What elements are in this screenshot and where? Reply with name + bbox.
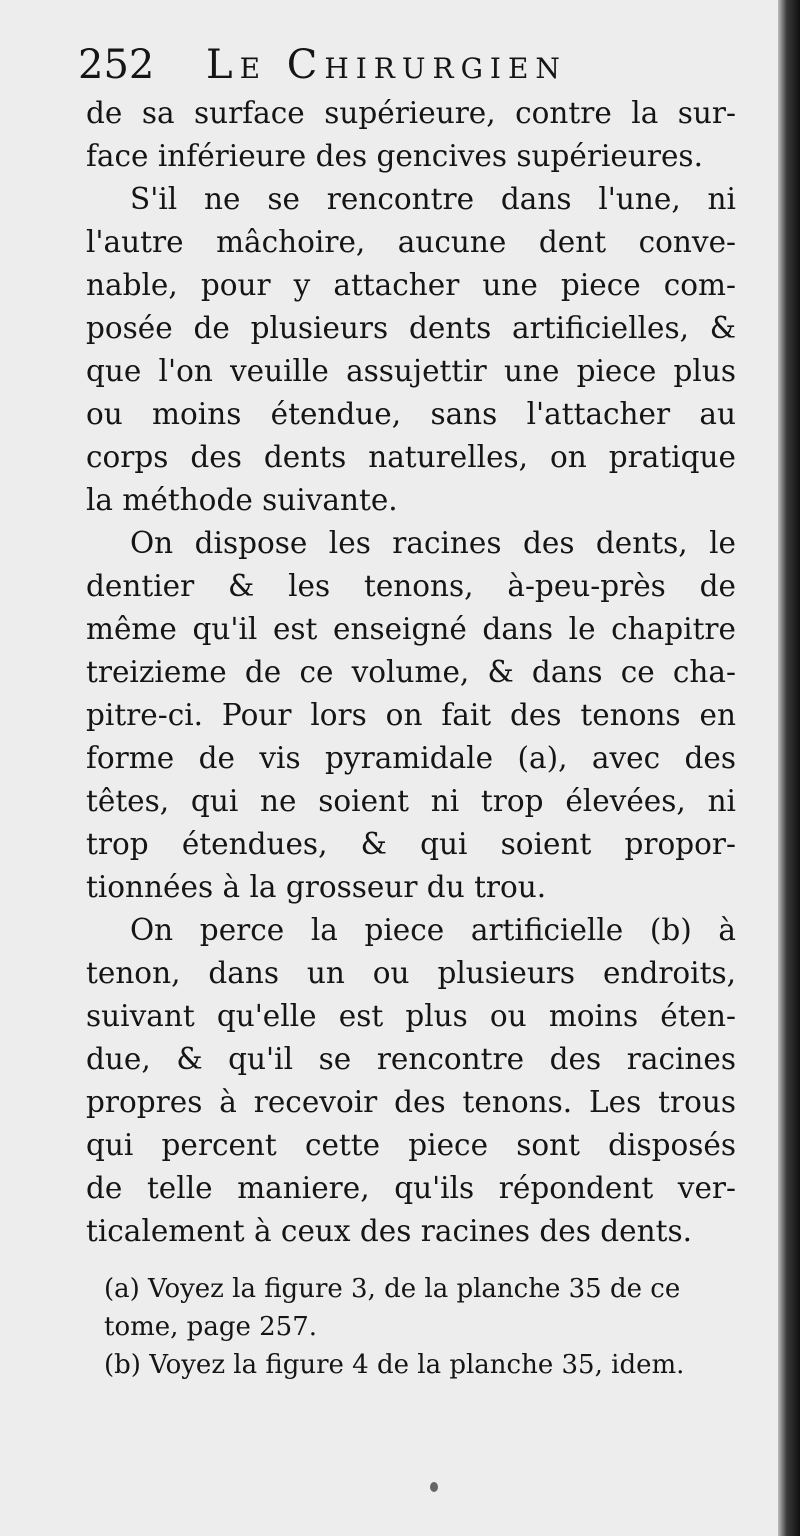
text-line: de telle maniere, qu'ils répondent ver- bbox=[86, 1171, 736, 1205]
page-number: 252 bbox=[78, 42, 155, 88]
text-line: qui percent cette piece sont disposés bbox=[86, 1128, 736, 1162]
footnote-a-continued: tome, page 257. bbox=[104, 1312, 318, 1342]
text-line: de sa surface supérieure, contre la sur- bbox=[86, 96, 736, 130]
text-line: forme de vis pyramidale (a), avec des bbox=[86, 741, 736, 775]
footnote-b: (b) Voyez la figure 4 de la planche 35, idem. bbox=[104, 1350, 685, 1380]
paragraph-start-line: On dispose les racines des dents, le bbox=[130, 526, 736, 560]
text-line: têtes, qui ne soient ni trop élevées, ni bbox=[86, 784, 736, 818]
footnotes bbox=[104, 1270, 744, 1384]
page-header bbox=[78, 34, 738, 94]
paragraph-start-line: On perce la piece artificielle (b) à bbox=[130, 913, 736, 947]
ink-speck bbox=[430, 1482, 438, 1492]
text-line: face inférieure des gencives supérieures. bbox=[86, 139, 703, 173]
text-line: la méthode suivante. bbox=[86, 483, 398, 517]
text-line: même qu'il est enseigné dans le chapitre bbox=[86, 612, 736, 646]
text-line: suivant qu'elle est plus ou moins éten- bbox=[86, 999, 736, 1033]
paragraph-start-line: S'il ne se rencontre dans l'une, ni bbox=[130, 182, 736, 216]
text-line: treizieme de ce volume, & dans ce cha- bbox=[86, 655, 736, 689]
body-text bbox=[86, 92, 736, 1253]
text-line: nable, pour y attacher une piece com- bbox=[86, 268, 736, 302]
text-line: corps des dents naturelles, on pratique bbox=[86, 440, 736, 474]
text-line: ticalement à ceux des racines des dents. bbox=[86, 1214, 692, 1248]
running-title: Le Chirurgien bbox=[206, 42, 567, 88]
text-line: posée de plusieurs dents artificielles, & bbox=[86, 311, 736, 345]
text-line: due, & qu'il se rencontre des racines bbox=[86, 1042, 736, 1076]
text-line: tenon, dans un ou plusieurs endroits, bbox=[86, 956, 736, 990]
text-line: propres à recevoir des tenons. Les trous bbox=[86, 1085, 736, 1119]
text-line: ou moins étendue, sans l'attacher au bbox=[86, 397, 736, 431]
footnote-a: (a) Voyez la figure 3, de la planche 35 de ce bbox=[104, 1274, 681, 1304]
text-line: dentier & les tenons, à-peu-près de bbox=[86, 569, 736, 603]
text-line: trop étendues, & qui soient propor- bbox=[86, 827, 736, 861]
text-line: tionnées à la grosseur du trou. bbox=[86, 870, 547, 904]
page-edge-shadow bbox=[778, 0, 800, 1536]
text-line: pitre-ci. Pour lors on fait des tenons en bbox=[86, 698, 736, 732]
text-line: l'autre mâchoire, aucune dent conve- bbox=[86, 225, 736, 259]
text-line: que l'on veuille assujettir une piece plus bbox=[86, 354, 736, 388]
